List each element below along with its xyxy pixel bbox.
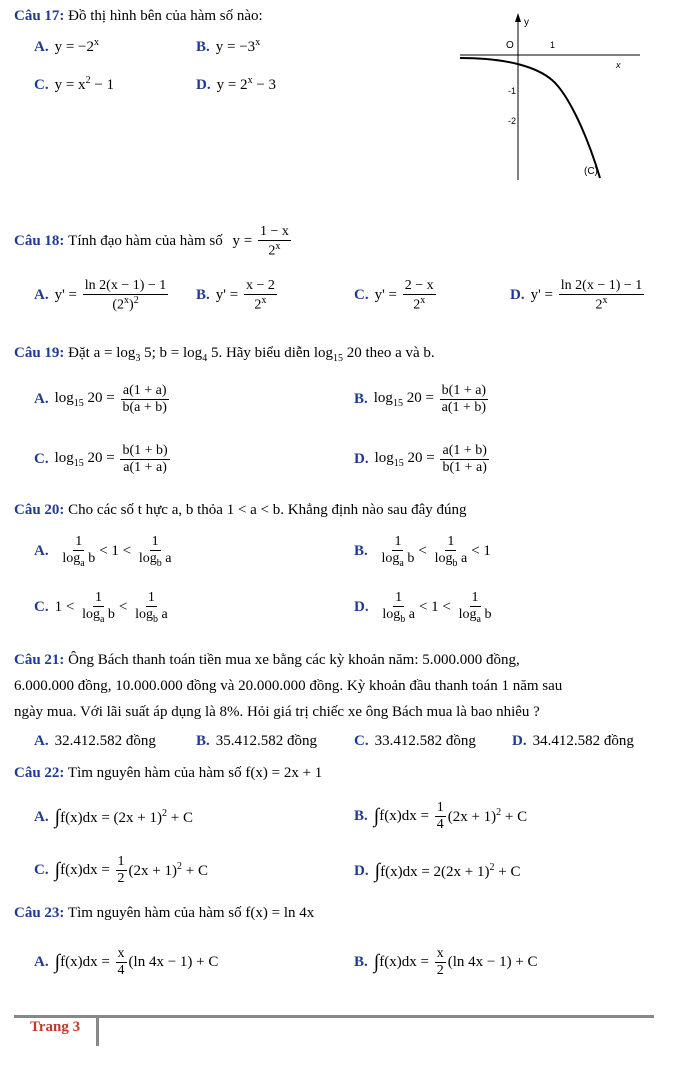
q17-label: Câu 17:: [14, 8, 65, 24]
question-22: Câu 22: Tìm nguyên hàm của hàm số f(x) = 2x + 1: [14, 765, 323, 781]
q22-option-a[interactable]: A. $\int f(x)dx = (2x + 1)^2 + C$: [34, 806, 193, 828]
footer-divider: [96, 1016, 99, 1046]
q17-option-b[interactable]: B. $y = -3^x$: [196, 37, 261, 55]
origin-label: O: [506, 40, 514, 51]
question-23: Câu 23: Tìm nguyên hàm của hàm số f(x) = ln 4x: [14, 905, 315, 921]
q20-option-c[interactable]: C. 1 < $\frac{1}{\log_a b}$ < $\frac{1}{\log_b a}$: [34, 590, 168, 625]
q20-option-d[interactable]: D. $\frac{1}{\log_b a}$ < 1 < $\frac{1}{\log_a b}$: [354, 590, 492, 625]
q23-option-a[interactable]: A. ∫f(x)dx = $\frac{x}{4}$ (ln 4x − 1) + C: [34, 946, 219, 979]
q21-option-c[interactable]: C. 33.412.582 đồng: [354, 733, 476, 749]
q18-option-c[interactable]: C. y' = $\frac{2 - x}{2^x}$: [354, 278, 434, 313]
q17-text: Đồ thị hình bên của hàm số nào:: [68, 8, 263, 24]
q17-option-d[interactable]: D. $y = 2^x - 3$: [196, 75, 277, 93]
q21-option-b[interactable]: B. 35.412.582 đồng: [196, 733, 318, 749]
q19-option-b[interactable]: B. $\log_{15} 20$ = $\frac{b(1 + a)}{a(1 + b)}$: [354, 383, 487, 416]
tick-m2: -2: [508, 116, 517, 126]
q19-option-d[interactable]: D. $\log_{15} 20$ = $\frac{a(1 + b)}{b(1 + a)}$: [354, 443, 487, 476]
footer-rule: [14, 1015, 654, 1018]
q18-option-b[interactable]: B. y' = $\frac{x - 2}{2^x}$: [196, 278, 275, 313]
question-20: Câu 20: Cho các số t hực a, b thỏa 1 < a < b. Khẳng định nào sau đây đúng: [14, 502, 467, 518]
q20-option-a[interactable]: A. $\frac{1}{\log_a b}$ < 1 < $\frac{1}{\log_b a}$: [34, 534, 172, 569]
q19-option-c[interactable]: C. $\log_{15} 20$ = $\frac{b(1 + b)}{a(1 + a)}$: [34, 443, 168, 476]
q17-option-a[interactable]: A. $y = -2^x$: [34, 37, 100, 55]
q20-option-b[interactable]: B. $\frac{1}{\log_a b}$ < $\frac{1}{\log_b a}$ < 1: [354, 534, 491, 569]
q18-option-d[interactable]: D. y' = $\frac{\ln 2(x - 1) - 1}{2^x}$: [510, 278, 643, 313]
q22-option-c[interactable]: C. ∫f(x)dx = $\frac{1}{2}$ $(2x + 1)^2 + C$: [34, 854, 208, 887]
question-17: [14, 8, 263, 25]
x-label: x: [616, 60, 621, 70]
y-axis-arrow: [515, 13, 521, 22]
q23-option-b[interactable]: B. ∫f(x)dx = $\frac{x}{2}$ (ln 4x − 1) + C: [354, 946, 538, 979]
curve-c: [460, 58, 600, 178]
q18-text: Tính đạo hàm của hàm số: [68, 233, 223, 250]
q18-option-a[interactable]: A. y' = $\frac{\ln 2(x - 1) - 1}{(2^x)^2}$: [34, 278, 167, 313]
q17-graph: [440, 8, 650, 188]
tick-m1: -1: [508, 86, 517, 96]
page-number: Trang 3: [30, 1019, 81, 1035]
question-19: Câu 19: Đặt $a = \log_3 5$; $b = \log_4 5$. Hãy biểu diễn $\log_{15} 20$ theo a và b.: [14, 345, 435, 364]
q19-option-a[interactable]: A. $\log_{15} 20$ = $\frac{a(1 + a)}{b(a + b)}$: [34, 383, 167, 416]
q22-option-b[interactable]: B. ∫f(x)dx = $\frac{1}{4}$ $(2x + 1)^2 + C$: [354, 800, 528, 833]
q17-option-c[interactable]: C. $y = x^2 - 1$: [34, 75, 115, 93]
q22-option-d[interactable]: D. $\int f(x)dx = 2(2x + 1)^2 + C$: [354, 860, 521, 882]
q21-option-d[interactable]: D. 34.412.582 đồng: [512, 733, 634, 749]
tick-1: 1: [550, 40, 556, 50]
y-label: y: [524, 17, 529, 28]
question-21: Câu 21: Ông Bách thanh toán tiền mua xe bằng các kỳ khoản năm: 5.000.000 đồng, 6.000.000 đồng, 10.000.000 đồng và 20.000.000 đồng. Kỳ khoản đầu thanh toán 1 năm sau ngày mua. Với lãi suất áp dụng là 8%. Hỏi giá trị chiếc xe ông Bách mua là bao nhiêu ?: [14, 652, 563, 720]
curve-label: (C): [584, 166, 598, 177]
q18-label: Câu 18:: [14, 233, 65, 250]
q21-option-a[interactable]: A. 32.412.582 đồng: [34, 733, 156, 749]
question-18: Câu 18: Tính đạo hàm của hàm số y = $\frac{1 - x}{2^x}$: [14, 224, 289, 259]
